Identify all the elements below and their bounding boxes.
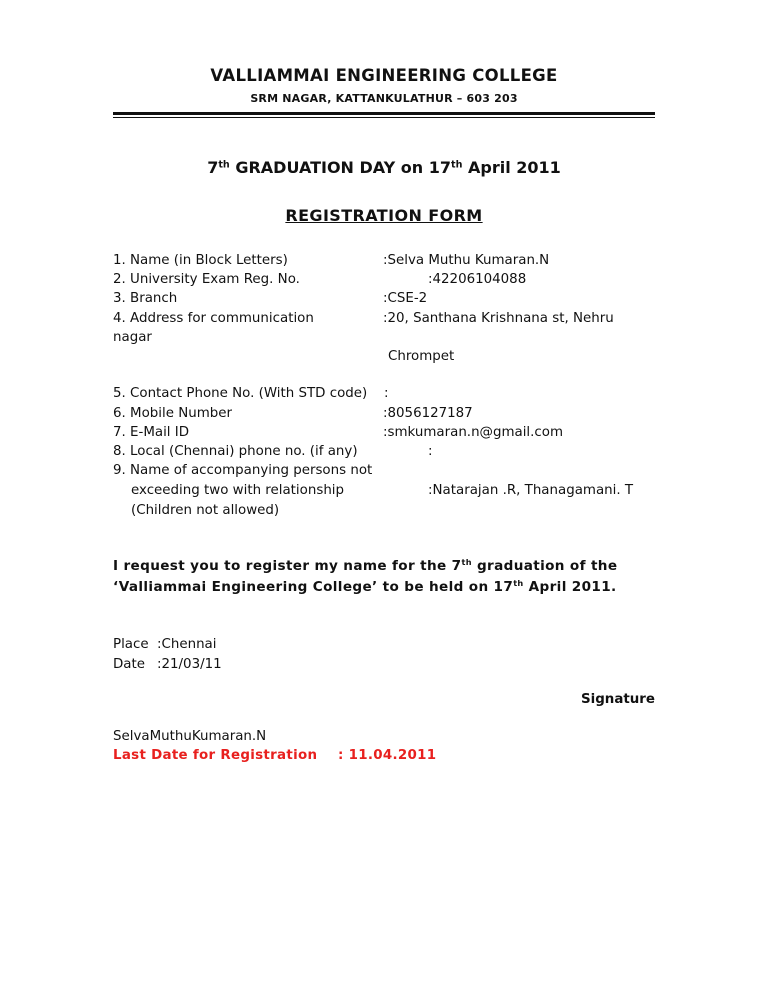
event-title: 7th GRADUATION DAY on 17th April 2011: [207, 158, 561, 177]
field-accomp-value: :Natarajan .R, Thanagamani. T: [428, 483, 634, 498]
field-mobile-value: :8056127187: [383, 406, 473, 421]
field-branch-value: :CSE-2: [383, 291, 428, 306]
field-address-wrap: nagar: [113, 330, 152, 345]
place-label: Place: [113, 637, 149, 652]
field-name-label: 1. Name (in Block Letters): [113, 253, 288, 268]
field-accomp-label-2: exceeding two with relationship: [131, 483, 345, 498]
field-local-label: 8. Local (Chennai) phone no. (if any): [113, 444, 358, 459]
date-label: Date: [113, 657, 146, 672]
college-name: VALLIAMMAI ENGINEERING COLLEGE: [210, 66, 558, 85]
field-phone-label: 5. Contact Phone No. (With STD code): [113, 386, 368, 401]
field-accomp-label-3: (Children not allowed): [131, 503, 280, 518]
field-address-value: :20, Santhana Krishnana st, Nehru: [383, 311, 614, 326]
field-mobile-label: 6. Mobile Number: [113, 406, 233, 421]
college-address: SRM NAGAR, KATTANKULATHUR – 603 203: [250, 92, 518, 105]
field-address-label: 4. Address for communication: [113, 311, 314, 326]
field-email-label: 7. E-Mail ID: [113, 425, 190, 440]
request-line-2: ‘Valliammai Engineering College’ to be held on 17th April 2011.: [113, 578, 617, 595]
deadline-label: Last Date for Registration: [113, 748, 318, 763]
field-reg-label: 2. University Exam Reg. No.: [113, 272, 300, 287]
field-address-line2: Chrompet: [388, 349, 455, 364]
field-reg-value: :42206104088: [428, 272, 527, 287]
field-accomp-label-1: 9. Name of accompanying persons not: [113, 463, 373, 478]
signature-label: Signature: [580, 692, 655, 707]
field-local-value: :: [428, 444, 433, 459]
header-rule-thick: [113, 112, 655, 115]
date-value: :21/03/11: [157, 657, 222, 672]
field-email-value: :smkumaran.n@gmail.com: [383, 425, 563, 440]
deadline-value: : 11.04.2011: [338, 748, 437, 763]
request-line-1: I request you to register my name for the 7th graduation of the: [113, 557, 618, 574]
signer-name: SelvaMuthuKumaran.N: [113, 729, 267, 744]
place-value: :Chennai: [157, 637, 217, 652]
field-phone-value: :: [384, 386, 389, 401]
header-rule-thin: [113, 117, 655, 118]
form-title: REGISTRATION FORM: [285, 206, 483, 225]
field-branch-label: 3. Branch: [113, 291, 178, 306]
field-name-value: :Selva Muthu Kumaran.N: [383, 253, 550, 268]
